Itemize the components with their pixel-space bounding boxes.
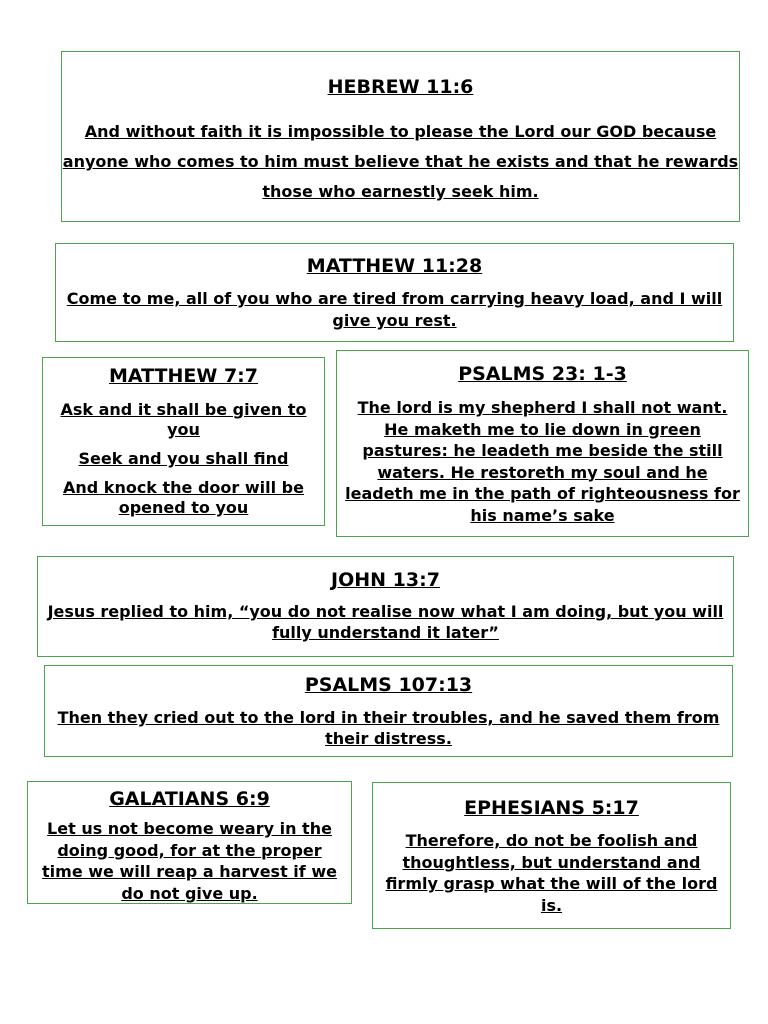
verse-card-galatians [27, 781, 352, 904]
verse-card-matthew-11 [55, 243, 734, 342]
verse-card-hebrews [61, 51, 740, 222]
verse-card-john [37, 556, 734, 657]
verse-title: GALATIANS 6:9 [109, 788, 270, 810]
verse-card-psalms-107 [44, 665, 733, 757]
verse-text: Therefore, do not be foolish and thoughtless, but understand and firmly grasp what the will of the lord is. [385, 831, 718, 915]
verse-title: PSALMS 107:13 [304, 674, 473, 696]
verse-period: . [450, 311, 457, 330]
verse-text-wrapper [56, 288, 733, 332]
verse-line: Ask and it shall be given to you [60, 400, 307, 439]
verse-text: The lord is my shepherd I shall not want. He maketh me to lie down in green pastures: he leadeth me beside the still waters. He restoreth my soul and he leadeth me in the path of righteousness for his name’s sake [345, 398, 740, 525]
verse-title: EPHESIANS 5:17 [464, 797, 639, 819]
verse-title: PSALMS 23: 1-3 [458, 363, 627, 385]
verse-title: HEBREW 11:6 [327, 76, 474, 98]
verse-text: Come to me, all of you who are tired from carrying heavy load, and I will give you rest [66, 289, 723, 330]
verse-line: Seek and you shall find [78, 449, 289, 468]
verse-title: MATTHEW 11:28 [306, 255, 483, 277]
verse-text: And without faith it is impossible to please the Lord our GOD because anyone who comes to him must believe that he exists and that he rewards those who earnestly seek him. [62, 122, 739, 201]
verse-card-ephesians [372, 782, 731, 929]
verse-title: JOHN 13:7 [331, 569, 440, 591]
verse-text: Then they cried out to the lord in their troubles, and he saved them from their distress [57, 708, 720, 748]
verse-card-matthew-7 [42, 357, 325, 526]
verse-line: And knock the door will be opened to you [63, 478, 304, 517]
verse-text: Let us not become weary in the doing good, for at the proper time we will reap a harvest if we do not give up. [42, 819, 337, 903]
verse-card-psalms-23 [336, 350, 749, 537]
verse-text: Jesus replied to him, “you do not realise now what I am doing, but you will fully understand it later” [47, 602, 724, 642]
verse-title: MATTHEW 7:7 [109, 365, 258, 387]
verse-text-wrapper [45, 707, 732, 749]
verse-period: . [445, 729, 452, 748]
